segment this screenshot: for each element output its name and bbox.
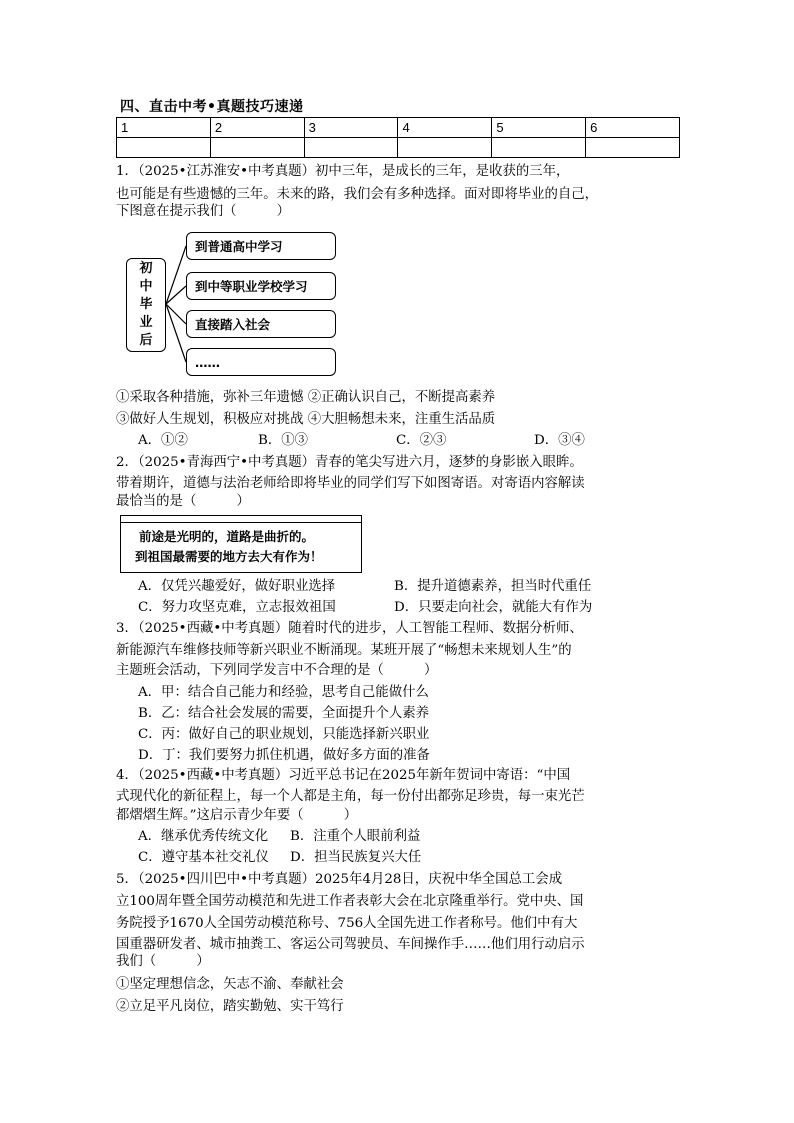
q4-options-row xyxy=(138,847,421,869)
q4-option-a[interactable]: A．继承优秀传统文化 xyxy=(138,829,269,844)
q2-options-row xyxy=(138,576,591,598)
q2-options-row xyxy=(138,597,592,619)
q2-option-c[interactable]: C．努力攻坚克难，立志报效祖国 xyxy=(138,600,336,615)
answer-cell-5[interactable] xyxy=(492,138,586,158)
q1-option-a[interactable]: A．①② xyxy=(138,433,188,448)
q1-statement: ①采取各种措施，弥补三年遗憾 ②正确认识自己，不断提高素养 xyxy=(116,390,496,405)
q3-option-b[interactable]: B．乙：结合社会发展的需要，全面提升个人素养 xyxy=(138,706,430,721)
q5-statement: ①坚定理想信念，矢志不渝、奉献社会 xyxy=(116,977,344,992)
q1-option-d[interactable]: D．③④ xyxy=(534,433,585,448)
root-char: 毕 xyxy=(139,297,153,312)
answer-header-6: 6 xyxy=(586,118,680,138)
diagram-root-box xyxy=(126,258,166,352)
q3-option-a[interactable]: A．甲：结合自己能力和经验，思考自己能做什么 xyxy=(138,685,429,700)
q3-option-d[interactable]: D．丁：我们要努力抓住机遇，做好多方面的准备 xyxy=(138,748,430,763)
q2-stem-line: 最恰当的是（ ） xyxy=(116,494,250,509)
root-char: 业 xyxy=(139,315,153,330)
q4-option-d[interactable]: D．担当民族复兴大任 xyxy=(290,850,422,865)
q3-stem-line: 主题班会活动，下列同学发言中不合理的是（ ） xyxy=(116,663,438,678)
q1-options xyxy=(138,430,585,452)
quote-line: 前途是光明的，道路是曲折的。 xyxy=(139,529,315,544)
q4-stem-line: 都熠熠生辉。”这启示青少年要（ ） xyxy=(116,808,358,823)
answer-table-header-row xyxy=(117,118,680,138)
q1-diagram xyxy=(124,230,344,380)
q2-option-d[interactable]: D．只要走向社会，就能大有作为 xyxy=(394,600,593,615)
q5-stem-line: 立100周年暨全国劳动模范和先进工作者表彰大会在北京隆重举行。党中央、国 xyxy=(116,894,584,909)
root-char: 初 xyxy=(139,261,153,276)
answer-header-4: 4 xyxy=(398,118,492,138)
q4-option-c[interactable]: C．遵守基本社交礼仪 xyxy=(138,850,269,865)
q5-statement: ②立足平凡岗位，踏实勤勉、实干笃行 xyxy=(116,999,344,1014)
q4-options-row xyxy=(138,826,420,848)
root-char: 后 xyxy=(139,333,153,348)
q2-stem-line: 带着期许，道德与法治老师给即将毕业的同学们写下如图寄语。对寄语内容解读 xyxy=(116,476,585,491)
q4-option-b[interactable]: B．注重个人眼前利益 xyxy=(290,829,421,844)
answer-table-answer-row xyxy=(117,138,680,158)
diagram-branch-high-school: 到普通高中学习 xyxy=(186,232,336,260)
q5-stem-line: 我们（ ） xyxy=(116,954,210,969)
q1-stem-line: 下图意在提示我们（ ） xyxy=(116,204,291,219)
diagram-branch-vocational: 到中等职业学校学习 xyxy=(186,272,336,300)
q4-stem-line: 4．（2025•西藏•中考真题）习近平总书记在2025年新年贺词中寄语：“中国 xyxy=(116,768,571,783)
q2-stem-line: 2．（2025•青海西宁•中考真题）青春的笔尖写进六月，逐梦的身影嵌入眼眸。 xyxy=(116,455,583,470)
section-title: 四、直击中考•真题技巧速递 xyxy=(120,99,304,115)
quote-line: 到祖国最需要的地方去大有作为！ xyxy=(135,549,323,564)
q4-stem-line: 式现代化的新征程上，每一个人都是主角，每一份付出都弥足珍贵，每一束光芒 xyxy=(116,789,585,804)
q3-stem-line: 新能源汽车维修技师等新兴职业不断涌现。某班开展了“畅想未来规划人生”的 xyxy=(116,643,572,658)
answer-cell-2[interactable] xyxy=(210,138,304,158)
q1-option-b[interactable]: B．①③ xyxy=(258,433,309,448)
q3-option-c[interactable]: C．丙：做好自己的职业规划，只能选择新兴职业 xyxy=(138,727,430,742)
q1-option-c[interactable]: C．②③ xyxy=(396,433,447,448)
q1-statement: ③做好人生规划，积极应对挑战 ④大胆畅想未来，注重生活品质 xyxy=(116,412,496,427)
diagram-branch-more: …… xyxy=(186,348,336,376)
q5-stem-line: 务院授予1670人全国劳动模范称号、756人全国先进工作者称号。他们中有大 xyxy=(116,916,578,931)
q5-stem-line: 5．（2025•四川巴中•中考真题）2025年4月28日，庆祝中华全国总工会成 xyxy=(116,872,563,887)
answer-cell-6[interactable] xyxy=(586,138,680,158)
q2-option-b[interactable]: B．提升道德素养，担当时代重任 xyxy=(394,579,592,594)
answer-cell-3[interactable] xyxy=(304,138,398,158)
q5-stem-line: 国重器研发者、城市抽粪工、客运公司驾驶员、车间操作手……他们用行动启示 xyxy=(116,937,585,952)
quote-box-top-rule xyxy=(121,522,361,523)
q2-option-a[interactable]: A．仅凭兴趣爱好，做好职业选择 xyxy=(138,579,336,594)
q1-stem-line: 1．（2025•江苏淮安•中考真题）初中三年，是成长的三年，是收获的三年， xyxy=(116,164,570,179)
q2-quote-box xyxy=(120,515,362,573)
answer-table xyxy=(116,117,680,158)
answer-header-3: 3 xyxy=(304,118,398,138)
answer-header-1: 1 xyxy=(117,118,211,138)
answer-header-2: 2 xyxy=(210,118,304,138)
q3-stem-line: 3．（2025•西藏•中考真题）随着时代的进步，人工智能工程师、数据分析师、 xyxy=(116,621,583,636)
root-char: 中 xyxy=(139,279,153,294)
q1-stem-line: 也可能是有些遗憾的三年。未来的路，我们会有多种选择。面对即将毕业的自己， xyxy=(116,187,599,202)
answer-header-5: 5 xyxy=(492,118,586,138)
answer-cell-1[interactable] xyxy=(117,138,211,158)
diagram-branch-society: 直接踏入社会 xyxy=(186,310,336,338)
answer-cell-4[interactable] xyxy=(398,138,492,158)
